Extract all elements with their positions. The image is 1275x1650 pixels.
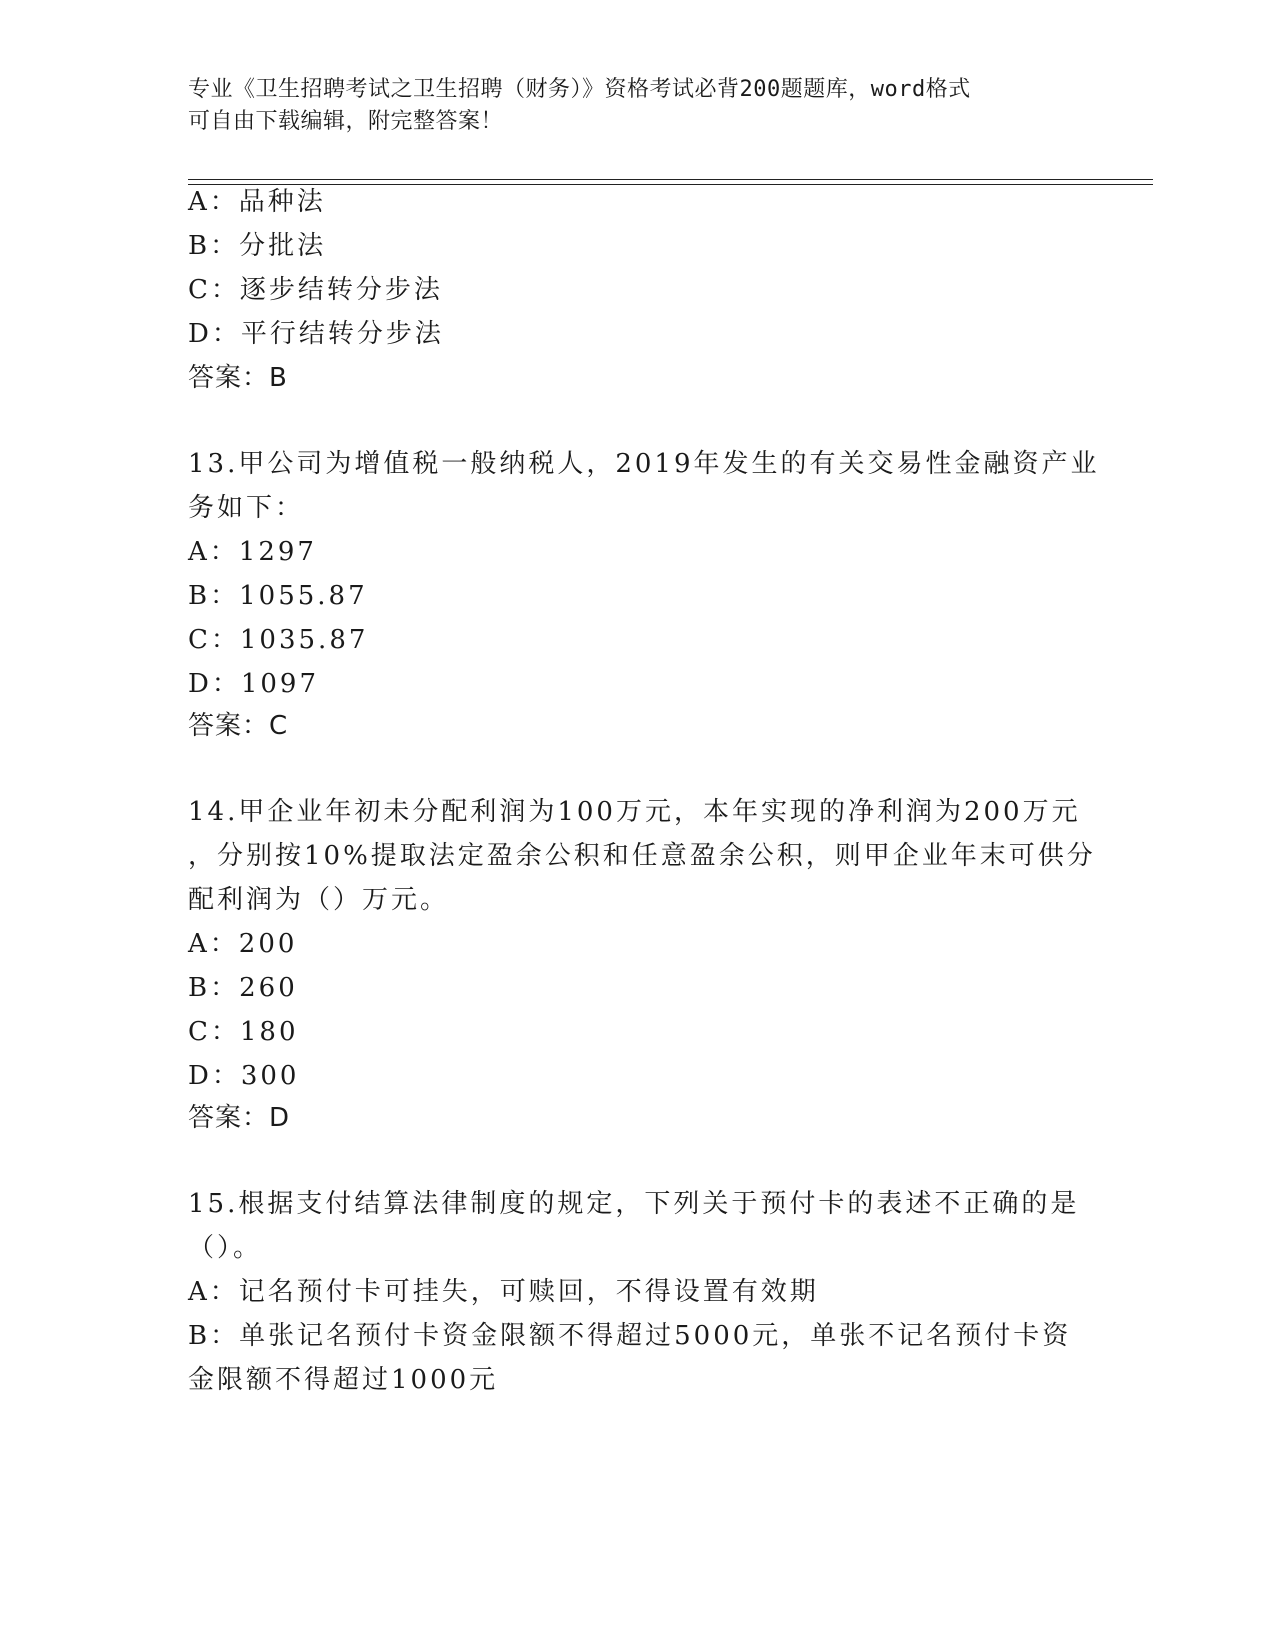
document-header	[188, 74, 1088, 138]
q13-option-a: A：1297	[188, 537, 317, 567]
option-b: B：分批法	[188, 231, 327, 261]
q15-stem-line-1: 15.根据支付结算法律制度的规定，下列关于预付卡的表述不正确的是	[188, 1189, 1080, 1219]
q14-stem-line-1: 14.甲企业年初未分配利润为100万元，本年实现的净利润为200万元	[188, 797, 1081, 827]
header-divider-top	[188, 179, 1153, 180]
q13-stem-line-2: 务如下：	[188, 493, 305, 523]
header-line-1: 专业《卫生招聘考试之卫生招聘（财务）》资格考试必背200题题库，word格式	[188, 77, 971, 102]
option-d: D：平行结转分步法	[188, 319, 444, 349]
answer-label: 答案：B	[188, 363, 288, 393]
header-divider-bottom	[188, 184, 1153, 185]
q15-option-a: A：记名预付卡可挂失，可赎回，不得设置有效期	[188, 1277, 819, 1307]
q14-stem-line-3: 配利润为（）万元。	[188, 885, 450, 915]
option-a: A：品种法	[188, 187, 326, 217]
q14-option-d: D：300	[188, 1061, 300, 1091]
q14-stem-line-2: ，分别按10%提取法定盈余公积和任意盈余公积，则甲企业年末可供分	[188, 841, 1096, 871]
header-line-2: 可自由下载编辑，附完整答案！	[188, 109, 504, 134]
q13-option-b: B：1055.87	[188, 581, 368, 611]
q14-answer: 答案：D	[188, 1103, 291, 1133]
option-c: C：逐步结转分步法	[188, 275, 443, 305]
q14-option-b: B：260	[188, 973, 298, 1003]
q15-stem-line-2: （）。	[188, 1233, 263, 1263]
q15-option-b-line-1: B：单张记名预付卡资金限额不得超过5000元，单张不记名预付卡资	[188, 1321, 1072, 1351]
q14-option-a: A：200	[188, 929, 298, 959]
q14-option-c: C：180	[188, 1017, 299, 1047]
q15-option-b-line-2: 金限额不得超过1000元	[188, 1365, 499, 1395]
q13-stem-line-1: 13.甲公司为增值税一般纳税人，2019年发生的有关交易性金融资产业	[188, 449, 1100, 479]
q13-answer: 答案：C	[188, 711, 289, 741]
q13-option-d: D：1097	[188, 669, 320, 699]
q13-option-c: C：1035.87	[188, 625, 369, 655]
